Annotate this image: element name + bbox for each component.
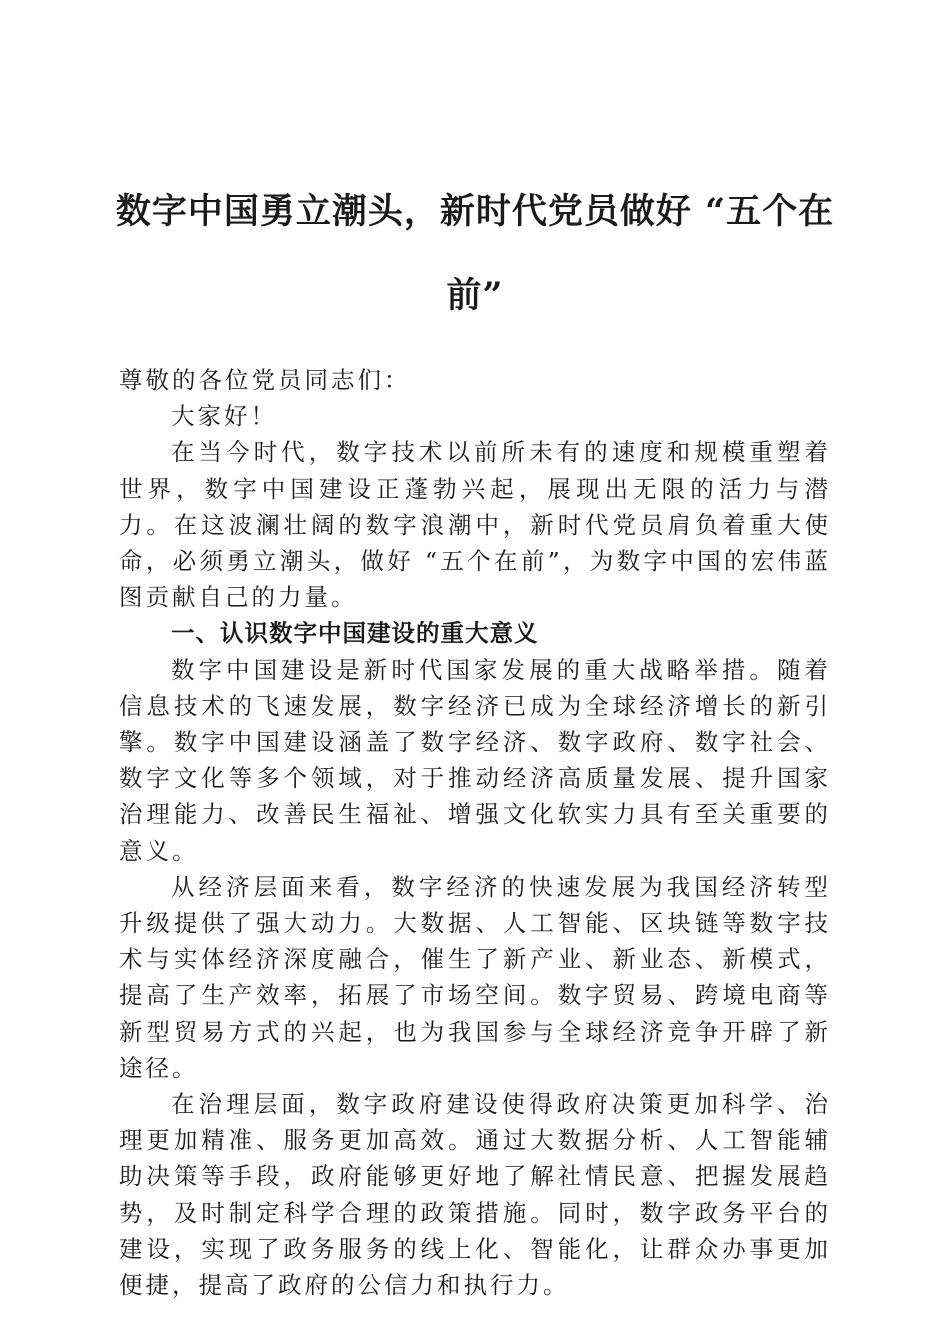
paragraph-section1-2: 从经济层面来看，数字经济的快速发展为我国经济转型升级提供了强大动力。大数据、人工智能、区块链等数字技术与实体经济深度融合，催生了新产业、新业态、新模式，提高了生产效率，拓展了市场空间。数字贸易、跨境电商等新型贸易方式的兴起，也为我国参与全球经济竞争开辟了新途径。 [119,872,831,1082]
document-title: 数字中国勇立潮头，新时代党员做好 “五个在前” [115,191,835,316]
document-body [119,362,831,1303]
paragraph-section1-1: 数字中国建设是新时代国家发展的重大战略举措。随着信息技术的飞速发展，数字经济已成为全球经济增长的新引擎。数字中国建设涵盖了数字经济、数字政府、数字社会、数字文化等多个领域，对于推动经济高质量发展、提升国家治理能力、改善民生福祉、增强文化软实力具有至关重要的意义。 [119,655,831,865]
salutation: 尊敬的各位党员同志们： [119,366,411,394]
paragraph-intro: 在当今时代，数字技术以前所未有的速度和规模重塑着世界，数字中国建设正蓬勃兴起，展现出无限的活力与潜力。在这波澜壮阔的数字浪潮中，新时代党员肩负着重大使命，必须勇立潮头，做好 “五个在前”，为数字中国的宏伟蓝图贡献自己的力量。 [119,438,831,612]
greeting: 大家好！ [171,402,277,431]
paragraph-section1-3: 在治理层面，数字政府建设使得政府决策更加科学、治理更加精准、服务更加高效。通过大数据分析、人工智能辅助决策等手段，政府能够更好地了解社情民意、把握发展趋势，及时制定科学合理的政策措施。同时，数字政务平台的建设，实现了政务服务的线上化、智能化，让群众办事更加便捷，提高了政府的公信力和执行力。 [119,1090,831,1300]
section-heading-1: 一、认识数字中国建设的重大意义 [171,619,539,648]
